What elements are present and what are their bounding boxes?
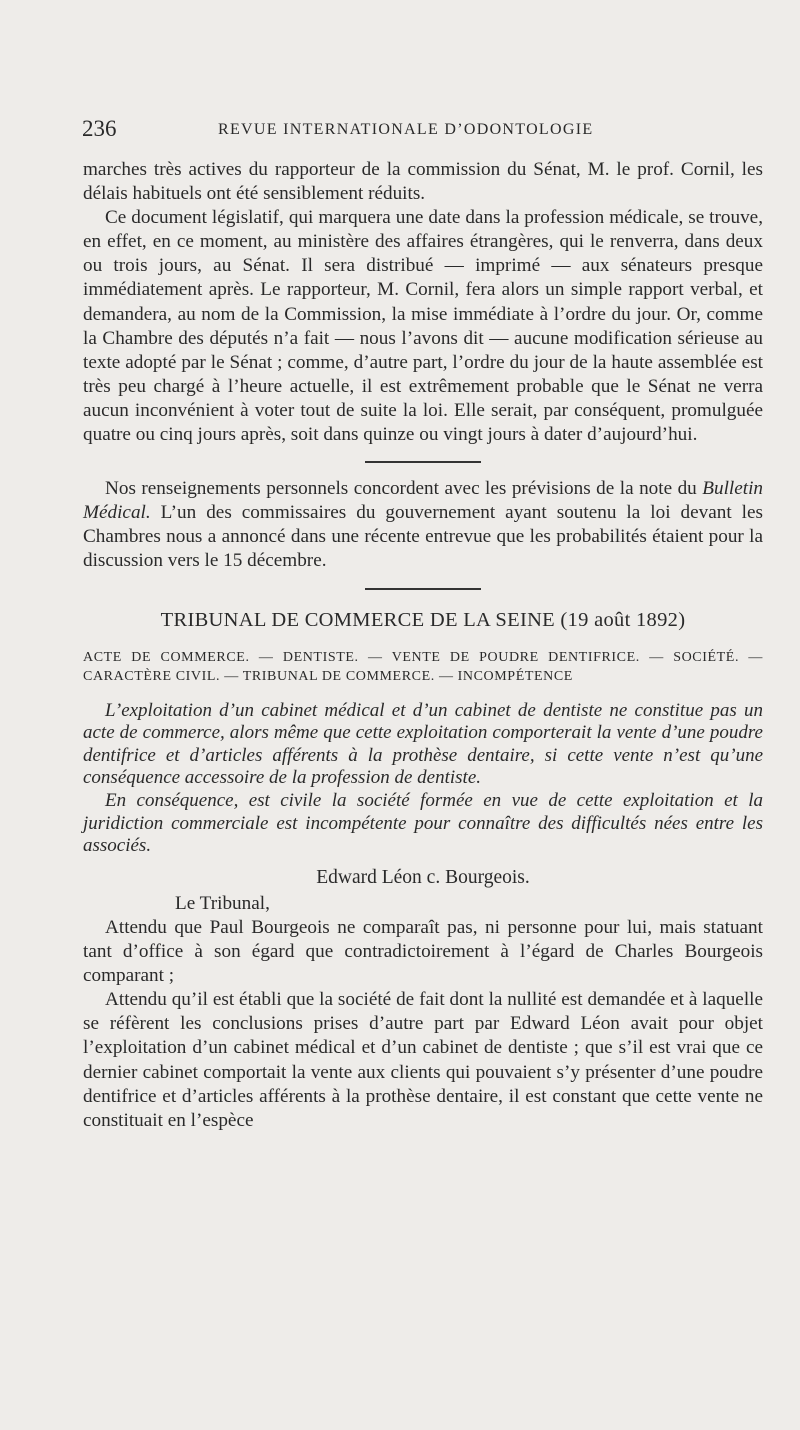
tribunal-headnote: ACTE DE COMMERCE. — DENTISTE. — VENTE DE POUDRE DENTIFRICE. — SOCIÉTÉ. — CARACTÈRE CIVIL. — TRIBUNAL DE COMMERCE. — INCOMPÉTENCE [83,649,763,684]
page-header [82,116,762,146]
judgment-paragraph-1: Attendu que Paul Bourgeois ne comparaît pas, ni personne pour lui, mais statuant tant d’office à son égard que contradictoirement à l’égard de Charles Bourgeois comparant ; [83,916,763,987]
judgment-paragraph-2: Attendu qu’il est établi que la société de fait dont la nullité est demandée et à laquelle se réfèrent les conclusions prises d’autre part par Edward Léon avait pour objet l’exploitation d’un cabinet médical et d’un cabinet de dentiste ; que s’il est vrai que ce dernier cabinet comportait la vente aux clients qui pouvaient s’y présenter d’une poudre dentifrice et d’articles afférents à la prothèse dentaire, il est constant que cette vente ne constituait en l’espèce [83,989,763,1131]
article-paragraph-2: Ce document législatif, qui marquera une date dans la profession médicale, se trouve, en effet, en ce moment, au ministère des affaires étrangères, qui le renverra, dans deux ou trois jours, au Sénat. Il sera distribué — imprimé — aux sénateurs presque immédiatement après. Le rapporteur, M. Cornil, fera alors un simple rapport verbal, et demandera, au nom de la Commission, la mise immédiate à l’ordre du jour. Or, comme la Chambre des députés n’a fait — nous l’avons dit — aucune modification sérieuse au texte adopté par le Sénat ; comme, d’autre part, l’ordre du jour de la haute assemblée est très peu chargé à l’heure actuelle, il est extrêmement probable que le Sénat ne verra aucun inconvénient à voter tout de suite la loi. Elle serait, par conséquent, promulguée quatre ou cinq jours après, soit dans quinze ou vingt jours à dater d’aujourd’hui. [83,207,763,446]
running-head: REVUE INTERNATIONALE D’ODONTOLOGIE [218,121,594,138]
court-line: Le Tribunal, [175,892,270,914]
case-title: Edward Léon c. Bourgeois. [316,866,530,888]
bulletin-title: Bulletin Médical. [83,478,763,524]
case-summary [83,700,763,858]
summary-paragraph-1: L’exploitation d’un cabinet médical et d’un cabinet de dentiste ne constitue pas un acte de commerce, alors même que cette exploitation comporterait la vente d’une poudre dentifrice et d’articles afférents à la prothèse dentaire, si cette vente n’est qu’une conséquence accessoire de la profession de dentiste. [83,699,763,789]
section-divider-2 [365,588,481,590]
summary-paragraph-2: En conséquence, est civile la société formée en vue de cette exploitation et la juridiction commerciale est incompétente pour connaître des difficultés nées entre les associés. [83,789,763,857]
section-divider [365,461,481,463]
article-paragraph-3: Nos renseignements personnels concordent avec les prévisions de la note du Bulletin Médical. L’un des commissaires du gouvernement ayant soutenu la loi devant les Chambres nous a annoncé dans une récente entrevue que les probabilités étaient pour la discussion vers le 15 décembre. [83,478,763,572]
tribunal-title: TRIBUNAL DE COMMERCE DE LA SEINE (19 août 1892) [160,608,686,631]
article-paragraph-1: marches très actives du rapporteur de la commission du Sénat, M. le prof. Cornil, les délais habituels ont été sensiblement réduits. [83,159,763,205]
page-number: 236 [82,116,117,141]
page-body [83,158,763,1133]
